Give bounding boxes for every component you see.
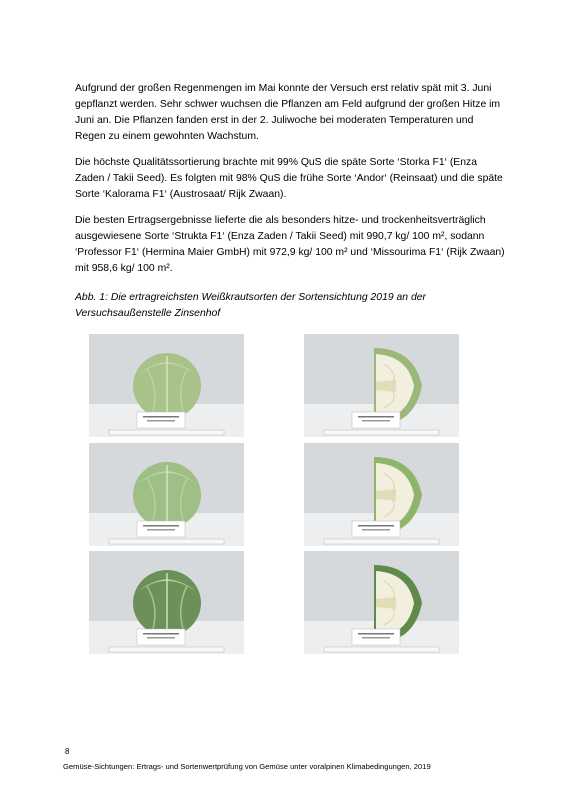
paragraph-planting: Aufgrund der großen Regenmengen im Mai konnte der Versuch erst relativ spät mit 3. Juni gepflanzt werden. Sehr schwer wuchsen die Pflanzen am Feld aufgrund der großen Hitze im Juni an. Die Pflanzen fanden erst in der 2. Juliwoche bei moderaten Temperaturen und Regen zu einem gewohnten Wachstum. — [75, 83, 501, 142]
cabbage-photo-graphic — [89, 443, 244, 546]
photo-missourima-whole — [89, 551, 244, 654]
cabbage-photo-graphic — [304, 443, 459, 546]
paragraph-yield: Die besten Ertragsergebnisse lieferte die als besonders hitze- und trockenheitsverträglich ausgewiesene Sorte ‘Strukta F1‘ (Enza Zaden / Takii Seed) mit 990,7 kg/ 100 m², sodann ‘Professor F1‘ (Hermina Maier GmbH) mit 972,9 kg/ 100 m² und ‘Missourima F1‘ (Rijk Zwaan) mit 958,6 kg/ 100 m². — [75, 215, 505, 274]
page-number: 8 — [65, 747, 70, 756]
cabbage-photo-graphic — [304, 334, 459, 437]
paragraph-quality: Die höchste Qualitätssortierung brachte mit 99% QuS die späte Sorte ‘Storka F1‘ (Enza Zaden / Takii Seed). Es folgten mit 98% QuS die frühe Sorte ‘Andor‘ (Reinsaat) und die späte Sorte ‘Kalorama F1‘ (Austrosaat/ Rijk Zwaan). — [75, 157, 503, 200]
page-footer: Gemüse-Sichtungen: Ertrags- und Sortenwertprüfung von Gemüse unter voralpinen Klimabedingungen, 2019 — [63, 762, 431, 771]
photo-missourima-cut — [304, 551, 459, 654]
cabbage-photo-graphic — [89, 334, 244, 437]
figure-caption: Abb. 1: Die ertragreichsten Weißkrautsorten der Sortensichtung 2019 an der Versuchsaußenstelle Zinsenhof — [75, 292, 426, 319]
photo-strukta-whole — [89, 334, 244, 437]
photo-professor-cut — [304, 443, 459, 546]
photo-professor-whole — [89, 443, 244, 546]
cabbage-photo-graphic — [89, 551, 244, 654]
cabbage-photo-graphic — [304, 551, 459, 654]
photo-strukta-cut — [304, 334, 459, 437]
